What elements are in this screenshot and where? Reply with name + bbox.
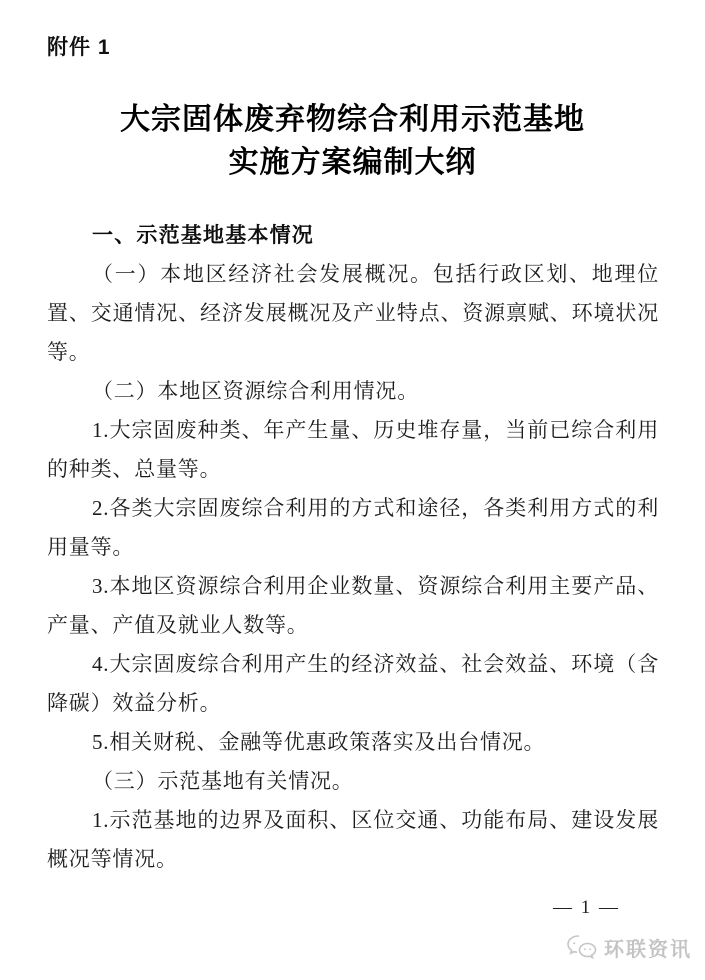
document-title (0, 98, 705, 184)
watermark (566, 933, 692, 962)
document-body (47, 216, 659, 879)
paragraph-3: 1.大宗固废种类、年产生量、历史堆存量，当前已综合利用的种类、总量等。 (47, 418, 659, 481)
paragraph-6: 4.大宗固废综合利用产生的经济效益、社会效益、环境（含降碳）效益分析。 (47, 652, 659, 715)
document-title-line-1: 大宗固体废弃物综合利用示范基地 (120, 103, 585, 136)
paragraph-5: 3.本地区资源综合利用企业数量、资源综合利用主要产品、产量、产值及就业人数等。 (47, 574, 659, 637)
page-number: — 1 — (553, 897, 620, 918)
paragraph-2: （二）本地区资源综合利用情况。 (92, 379, 419, 403)
watermark-label: 环联资讯 (604, 939, 692, 961)
annex-label: 附件 1 (47, 36, 111, 59)
paragraph-9: 1.示范基地的边界及面积、区位交通、功能布局、建设发展概况等情况。 (47, 808, 659, 871)
chat-bubbles-icon (566, 934, 597, 961)
document-title-line-2: 实施方案编制大纲 (228, 146, 477, 179)
section-heading: 一、示范基地基本情况 (92, 224, 314, 247)
paragraph-8: （三）示范基地有关情况。 (92, 769, 354, 793)
paragraph-1: （一）本地区经济社会发展概况。包括行政区划、地理位置、交通情况、经济发展概况及产业特点、资源禀赋、环境状况等。 (47, 262, 659, 364)
paragraph-4: 2.各类大宗固废综合利用的方式和途径，各类利用方式的利用量等。 (47, 496, 659, 559)
paragraph-7: 5.相关财税、金融等优惠政策落实及出台情况。 (92, 730, 546, 754)
